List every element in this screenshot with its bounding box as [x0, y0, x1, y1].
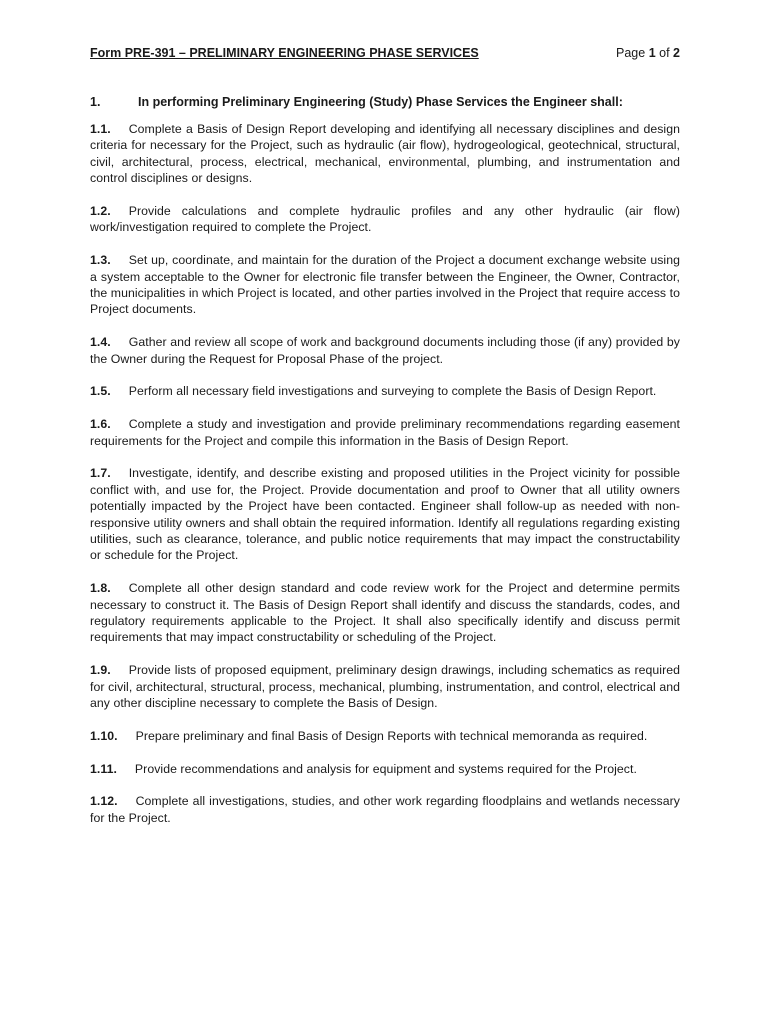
item-text: Gather and review all scope of work and background documents including those (if any) provided by the Owner during the Request for Proposal Phase of the project.: [90, 335, 680, 366]
item-number: 1.2.: [90, 204, 111, 219]
item-text: Complete all investigations, studies, and other work regarding floodplains and wetlands necessary for the Project.: [90, 794, 680, 825]
item-number: 1.7.: [90, 466, 111, 481]
item-text: Perform all necessary field investigations and surveying to complete the Basis of Design Report.: [128, 384, 657, 399]
item-text: Complete all other design standard and code review work for the Project and determine permits necessary to construct it. The Basis of Design Report shall identify and discuss the standards, codes, and regulatory requirements applicable to the Project. It shall also specifically identify and discuss permit requirements that may impact constructability or scheduling of the Project.: [90, 581, 680, 645]
item-text: Complete a Basis of Design Report developing and identifying all necessary disciplines and design criteria for necessary for the Project, such as hydraulic (air flow), hydrogeological, geotechnical, structural, civil, architectural, process, electrical, mechanical, environmental, plumbing, and instrumentation and control disciplines or designs.: [90, 122, 680, 186]
item-number: 1.5.: [90, 384, 111, 399]
item-number: 1.4.: [90, 335, 111, 350]
item-number: 1.12.: [90, 794, 118, 809]
item-number: 1.3.: [90, 253, 111, 268]
page-current: 1: [648, 46, 656, 60]
item-list: [90, 121, 680, 843]
list-item: [90, 121, 680, 187]
item-text: Set up, coordinate, and maintain for the duration of the Project a document exchange website using a system acceptable to the Owner for electronic file transfer between the Engineer, the Owner, Contractor, the municipalities in which Project is located, and other parties involved in the Project that require access to Project documents.: [90, 253, 680, 317]
page-total: 2: [673, 46, 680, 60]
item-number: 1.6.: [90, 417, 111, 432]
list-item: [90, 383, 680, 399]
page-of: of: [659, 46, 670, 60]
section-number: 1.: [90, 95, 101, 109]
list-item: [90, 334, 680, 367]
list-item: [90, 728, 680, 744]
page-number: [616, 46, 680, 60]
list-item: [90, 203, 680, 236]
list-item: [90, 662, 680, 711]
item-number: 1.1.: [90, 122, 111, 136]
item-text: Complete a study and investigation and provide preliminary recommendations regarding easement requirements for the Project and compile this information in the Basis of Design Report.: [90, 417, 680, 448]
item-text: Provide lists of proposed equipment, preliminary design drawings, including schematics as required for civil, architectural, structural, process, mechanical, plumbing, instrumentation, and control, electrical and any other discipline necessary to complete the Basis of Design.: [90, 663, 680, 711]
item-number: 1.11.: [90, 761, 117, 776]
section-heading-text: In performing Preliminary Engineering (Study) Phase Services the Engineer shall:: [138, 95, 623, 109]
list-item: [90, 416, 680, 449]
list-item: [90, 793, 680, 826]
form-title: Form PRE-391 – PRELIMINARY ENGINEERING PHASE SERVICES: [90, 46, 479, 60]
item-number: 1.8.: [90, 581, 111, 596]
page-header: [90, 46, 680, 66]
page-word: Page: [616, 46, 646, 60]
list-item: [90, 465, 680, 563]
item-number: 1.10.: [90, 728, 118, 743]
list-item: [90, 761, 680, 777]
item-text: Provide recommendations and analysis for equipment and systems required for the Project.: [134, 761, 637, 776]
item-text: Investigate, identify, and describe existing and proposed utilities in the Project vicinity for possible conflict with, and use for, the Project. Provide documentation and proof to Owner that all utility owners potentially impacted by the Project have been contacted. Engineer shall follow-up as needed with non-responsive utility owners and shall obtain the required information. Identify all regulations regarding existing utilities, such as clearance, tolerance, and public notice requirements that may impact the constructability or schedule for the Project.: [90, 466, 680, 563]
section-heading: [90, 95, 680, 109]
item-text: Provide calculations and complete hydraulic profiles and any other hydraulic (air flow) work/investigation required to complete the Project.: [90, 204, 680, 235]
list-item: [90, 252, 680, 318]
item-number: 1.9.: [90, 663, 111, 678]
item-text: Prepare preliminary and final Basis of Design Reports with technical memoranda as required.: [135, 728, 648, 743]
list-item: [90, 580, 680, 646]
